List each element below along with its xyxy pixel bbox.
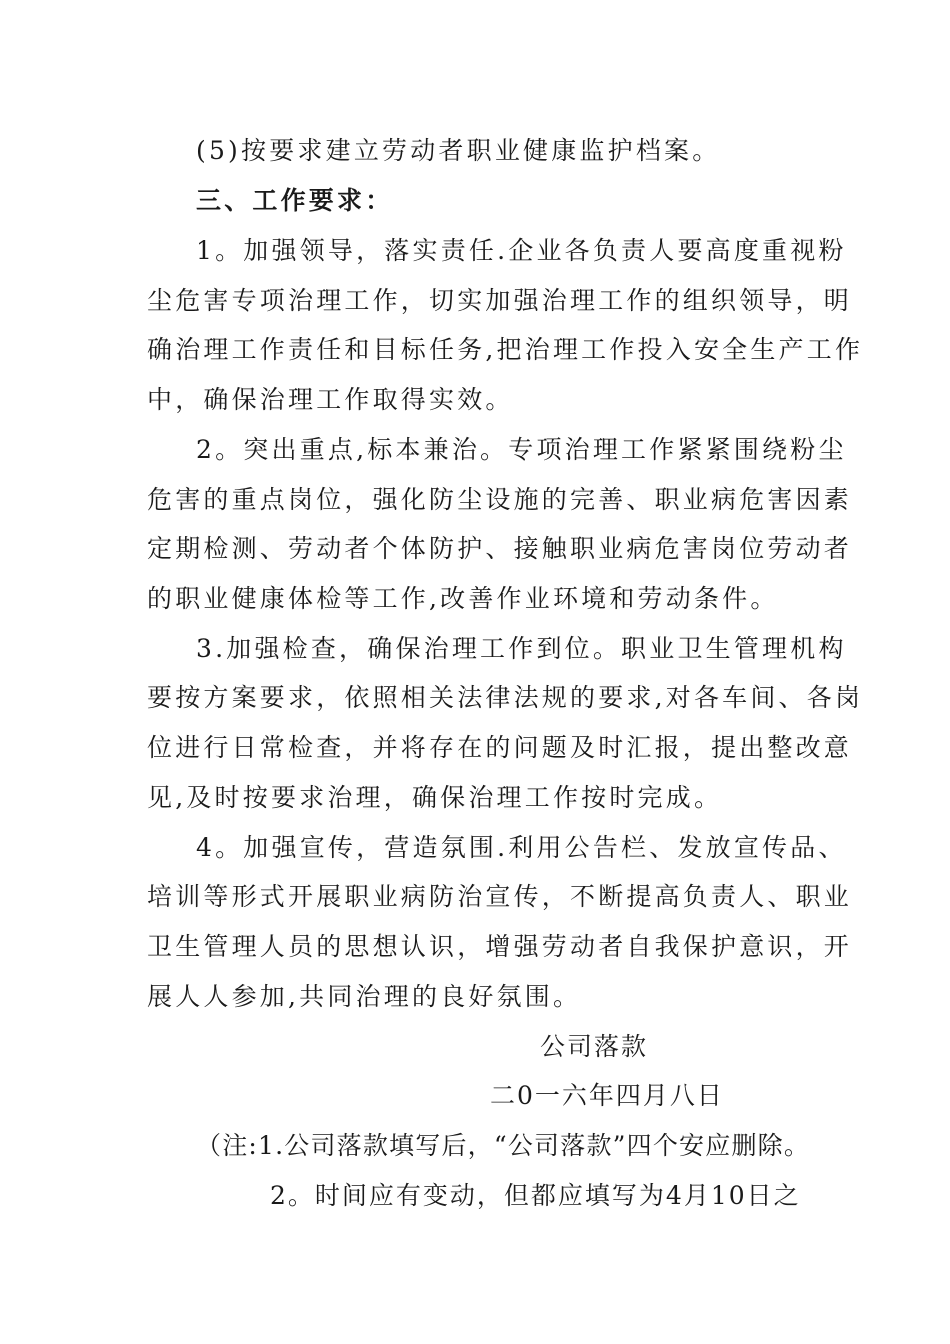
paragraph-line: 尘危害专项治理工作，切实加强治理工作的组织领导，明 (147, 286, 853, 315)
paragraph-line: 危害的重点岗位，强化防尘设施的完善、职业病危害因素 (147, 485, 853, 514)
note-line: 2。时间应有变动，但都应填写为4月10日之 (270, 1181, 801, 1210)
section-heading: 三、工作要求： (196, 186, 394, 215)
paragraph-line: 定期检测、劳动者个体防护、接触职业病危害岗位劳动者 (147, 534, 853, 563)
paragraph-line: 的职业健康体检等工作,改善作业环境和劳动条件。 (147, 584, 779, 613)
signature-company: 公司落款 (540, 1032, 649, 1061)
paragraph-line: 1。加强领导，落实责任.企业各负责人要高度重视粉 (196, 236, 847, 265)
paragraph-line: 卫生管理人员的思想认识，增强劳动者自我保护意识，开 (147, 932, 853, 961)
paragraph-line: 确治理工作责任和目标任务,把治理工作投入安全生产工作 (147, 335, 864, 364)
paragraph-line: 4。加强宣传，营造氛围.利用公告栏、发放宣传品、 (196, 833, 847, 862)
signature-date: 二0一六年四月八日 (490, 1081, 724, 1110)
paragraph-line: 培训等形式开展职业病防治宣传，不断提高负责人、职业 (147, 882, 853, 911)
note-line: （注:1.公司落款填写后，“公司落款”四个安应删除。 (196, 1131, 811, 1160)
paragraph-line: 展人人参加,共同治理的良好氛围。 (147, 982, 582, 1011)
paragraph-line: 见,及时按要求治理，确保治理工作按时完成。 (147, 783, 723, 812)
paragraph-line: 中，确保治理工作取得实效。 (147, 385, 514, 414)
paragraph-line: 位进行日常检查，并将存在的问题及时汇报，提出整改意 (147, 733, 853, 762)
paragraph-line: (5)按要求建立劳动者职业健康监护档案。 (196, 136, 721, 165)
paragraph-line: 2。突出重点,标本兼治。专项治理工作紧紧围绕粉尘 (196, 435, 847, 464)
paragraph-line: 3.加强检查，确保治理工作到位。职业卫生管理机构 (196, 634, 847, 663)
paragraph-line: 要按方案要求，依照相关法律法规的要求,对各车间、各岗 (147, 683, 864, 712)
